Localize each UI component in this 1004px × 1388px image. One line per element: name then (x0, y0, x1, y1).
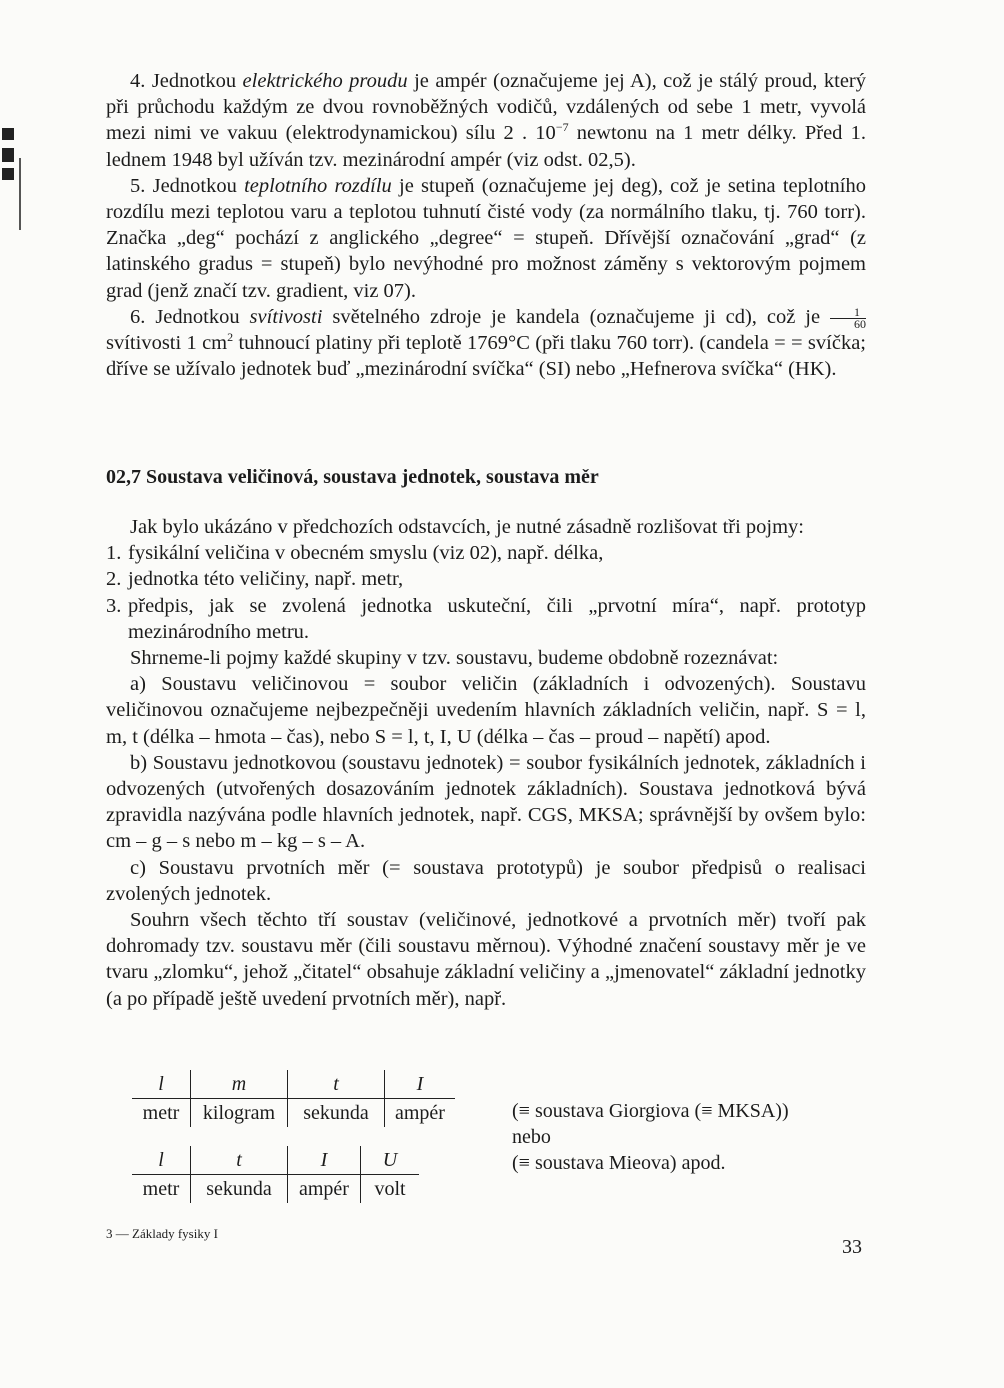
superscript: −7 (555, 120, 569, 135)
paragraph-c: c) Soustavu prvotních měr (= soustava prototypů) je soubor předpisů o realisaci zvolených jednotek. (106, 856, 866, 905)
italic-term: elektrického proudu (242, 70, 408, 92)
section-body (106, 514, 866, 1012)
text: tuhnoucí platiny při teplotě 1769°C (při tlaku 760 torr). (candela = = svíčka; dříve se užívalo jednotek buď „mezinárodní svíčka“ (SI) nebo „Hefnerova svíčka“ (HK). (106, 332, 866, 381)
text: newtonu na 1 metr délky. Před 1. lednem 1948 byl užíván tzv. mezinárodní ampér (viz odst. 02,5). (106, 122, 866, 171)
text: 5. Jednotkou (130, 174, 245, 197)
fraction-quantity: m (191, 1070, 288, 1099)
fraction-unit: sekunda (288, 1099, 385, 1128)
paragraph-6 (106, 304, 866, 383)
footer-signature: 3 — Základy fysiky I (106, 1226, 218, 1241)
text: 6. Jednotkou (130, 305, 250, 328)
paragraph-5 (106, 173, 866, 304)
margin-mark (2, 148, 14, 162)
superscript: 2 (227, 330, 234, 345)
system-names (512, 1098, 789, 1176)
italic-term: svítivosti (249, 305, 323, 328)
fraction-quantity: U (361, 1146, 420, 1175)
page-number: 33 (842, 1236, 862, 1258)
section-heading: 02,7 Soustava veličinová, soustava jednotek, soustava měr (106, 466, 599, 488)
measure-system-fraction-2 (132, 1146, 419, 1203)
list-number: 1. (106, 542, 122, 565)
fraction-quantity: I (288, 1146, 361, 1175)
scan-margin-marks (2, 128, 16, 228)
fraction-unit: volt (361, 1175, 420, 1204)
margin-line (19, 158, 21, 230)
system-name-giorgi: (≡ soustava Giorgiova (≡ MKSA)) (512, 1100, 789, 1122)
fraction-unit: metr (142, 1177, 180, 1200)
list-item (106, 566, 866, 592)
fraction-unit: ampér (385, 1099, 456, 1128)
paragraphs-4-6 (106, 68, 866, 382)
list-item (106, 593, 866, 645)
text: světelného zdroje je kandela (označujeme ji cd), což je (322, 305, 830, 328)
fraction-quantity: I (385, 1070, 456, 1099)
summary-text: Shrneme-li pojmy každé skupiny v tzv. soustavu, budeme obdobně rozeznávat: (130, 647, 779, 670)
paragraph-b: b) Soustavu jednotkovou (soustavu jednotek) = soubor fysikálních jednotek, základních i odvozených (utvořených dosazováním jednotek základních). Soustava jednotková bývá zpravidla nazývána podle hlavních jednotek, např. CGS, MKSA; správnější by ovšem bylo: cm – g – s nebo m – kg – s – A. (106, 751, 866, 853)
fraction-quantity: l (132, 1070, 191, 1099)
intro-text: Jak bylo ukázáno v předchozích odstavcích, je nutné zásadně rozlišovat tři pojmy: (130, 516, 805, 538)
fraction-unit: ampér (288, 1175, 361, 1204)
text: je stupeň (označujeme jej deg), což je setina teplotního rozdílu mezi teplotou varu a teplotou tuhnutí čisté vody (za normálního tlaku, tj. 760 torr). Značka „deg“ pochází z anglického „degree“ = stupeň. Dřívější označování „grad“ (z latinského gradus = stupeň) bylo nevýhodné pro možnost záměny s vektorovým pojmem grad (jenž značí tzv. gradient, viz 07). (106, 174, 866, 302)
fraction-denominator: 60 (830, 318, 866, 330)
system-name-mie: (≡ soustava Mieova) apod. (512, 1152, 726, 1174)
fraction-quantity: t (288, 1070, 385, 1099)
fraction-quantity: t (191, 1146, 288, 1175)
paragraph-d: Souhrn všech těchto tří soustav (veličinové, jednotkové a prvotních měr) tvoří pak dohromady tzv. soustavu měr (čili soustavu měrnou). Výhodné značení soustavy měr je ve tvaru „zlomku“, jehož „čitatel“ obsahuje základní veličiny a „jmenovatel“ základní jednotky (a po případě ještě uvedení prvotních měr), např. (106, 909, 866, 1010)
list-number: 2. (106, 568, 122, 591)
text: svítivosti 1 cm (106, 332, 228, 355)
list-item (106, 540, 866, 566)
italic-term: teplotního rozdílu (244, 174, 392, 197)
fraction (830, 304, 866, 331)
fraction-quantity: l (132, 1146, 191, 1175)
measure-system-fraction-1 (132, 1070, 455, 1127)
text: 4. Jednotkou (130, 70, 243, 92)
margin-mark (2, 128, 14, 140)
text: je ampér (označujeme jej A), což je stálý proud, který při průchodu každým ze dvou rovnoběžných vodičů, vzdálených od sebe 1 metr, vyvolá mezi nimi ve vakuu (elektrodynamickou) sílu 2 . 10 (106, 70, 866, 145)
paragraph-a: a) Soustavu veličinovou = soubor veličin (základních i odvozených). Soustavu veličinovou označujeme nejbezpečněji uvedením hlavních základních veličin, např. S = l, m, t (délka – hmota – čas), nebo S = l, t, I, U (délka – čas – proud – napětí) apod. (106, 673, 866, 748)
connector-text: nebo (512, 1126, 551, 1148)
margin-mark (2, 168, 14, 180)
fraction-unit: kilogram (191, 1099, 288, 1128)
fraction-numerator: 1 (854, 304, 860, 319)
list-text: jednotka této veličiny, např. metr, (128, 568, 404, 591)
list-text: předpis, jak se zvolená jednotka uskuteční, čili „prvotní míra“, např. prototyp mezinárodního metru. (128, 594, 866, 643)
fraction-unit: sekunda (191, 1175, 288, 1204)
list-number: 3. (106, 594, 122, 617)
fraction-unit: metr (142, 1101, 180, 1124)
list-text: fysikální veličina v obecném smyslu (viz 02), např. délka, (128, 542, 604, 565)
paragraph-4 (106, 68, 866, 173)
